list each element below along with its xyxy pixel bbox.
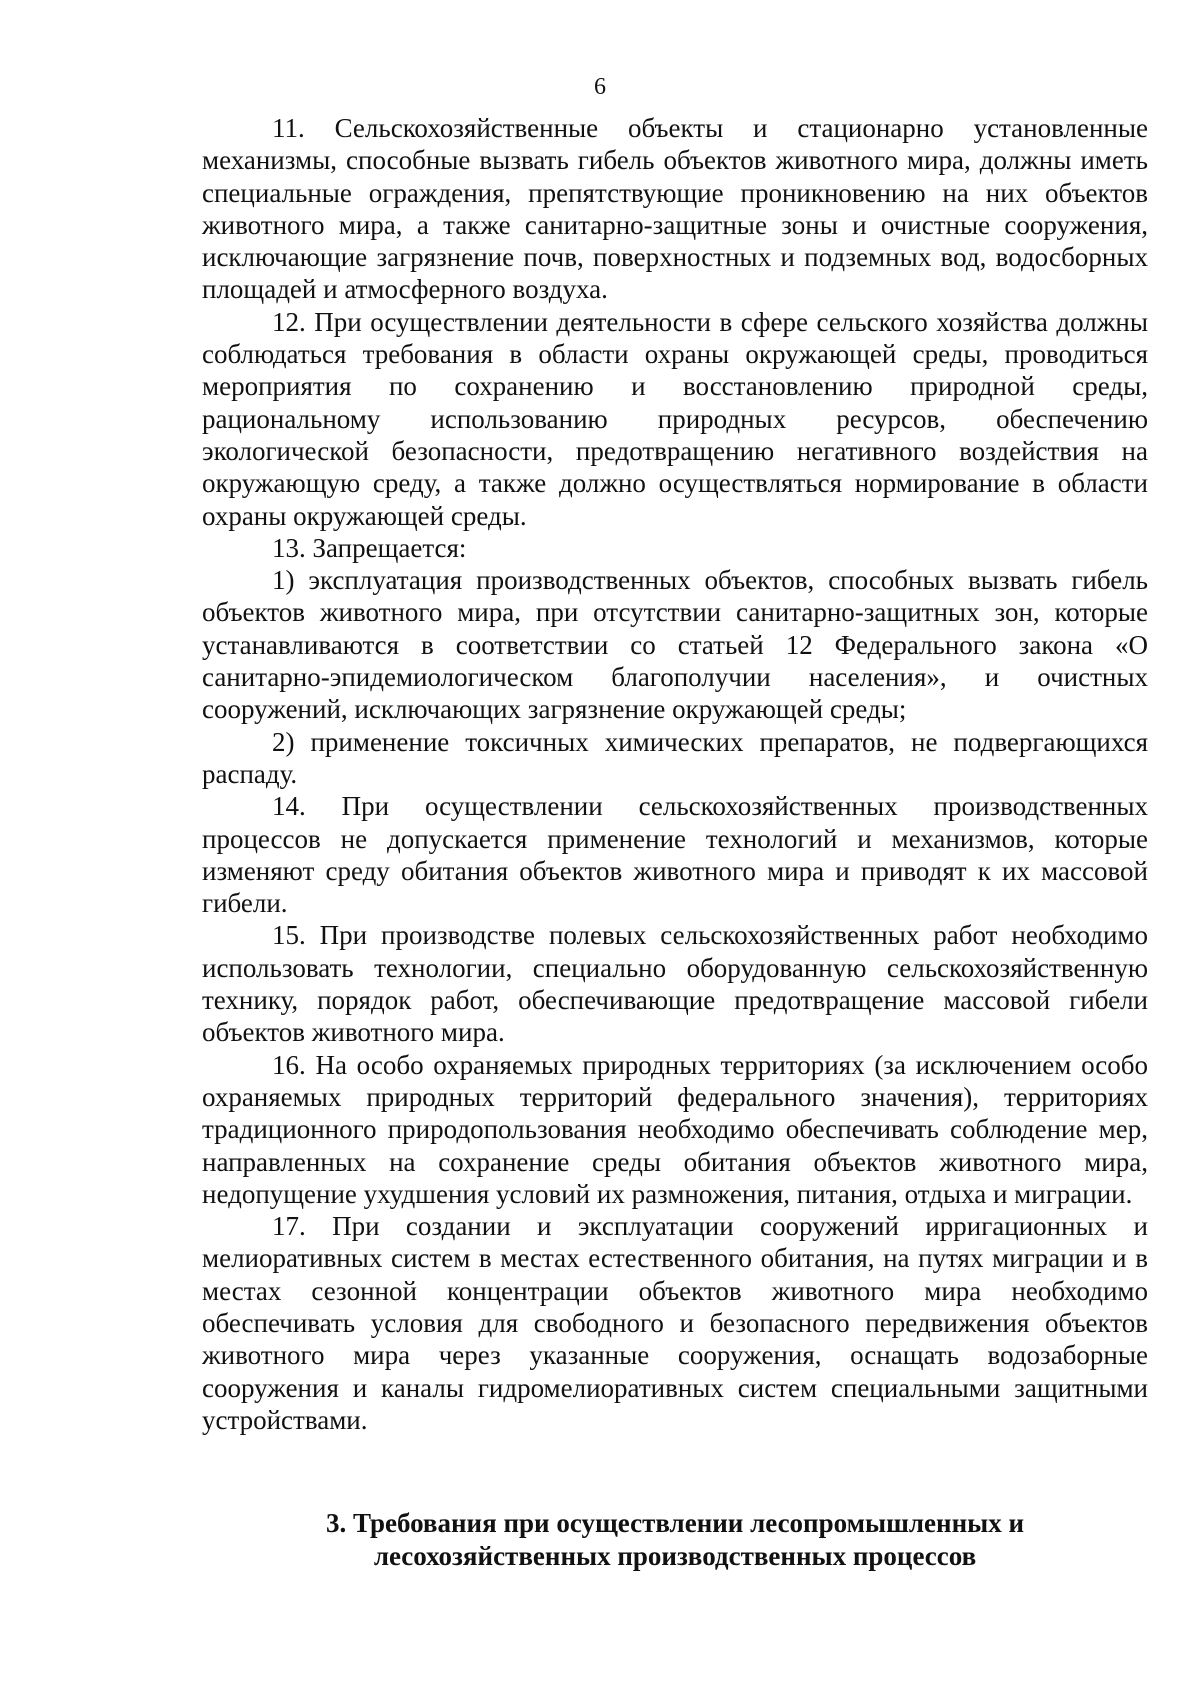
paragraph-16: 16. На особо охраняемых природных территориях (за исключением особо охраняемых природных территорий федерального значения), территориях традиционного природопользования необходимо обеспечивать соблюдение мер, направленных на сохранение среды обитания объектов животного мира, недопущение ухудшения условий их размножения, питания, отдыха и миграции.	[202, 1049, 1148, 1209]
paragraph-17: 17. При создании и эксплуатации сооружений ирригационных и мелиоративных систем в местах естественного обитания, на путях миграции и в местах сезонной концентрации объектов животного мира необходимо обеспечивать условия для свободного и безопасного передвижения объектов животного мира через указанные сооружения, оснащать водозаборные сооружения и каналы гидромелиоративных систем специальными защитными устройствами.	[202, 1211, 1148, 1435]
paragraph-11: 11. Сельскохозяйственные объекты и стационарно установленные механизмы, способные вызвать гибель объектов животного мира, должны иметь специальные ограждения, препятствующие проникновению на них объектов животного мира, а также санитарно-защитные зоны и очистные сооружения, исключающие загрязнение почв, поверхностных и подземных вод, водосборных площадей и атмосферного воздуха.	[202, 113, 1148, 305]
paragraph-15: 15. При производстве полевых сельскохозяйственных работ необходимо использовать технологии, специально оборудованную сельскохозяйственную технику, порядок работ, обеспечивающие предотвращение массовой гибели объектов животного мира.	[202, 920, 1148, 1048]
paragraph-13-item-2: 2) применение токсичных химических препаратов, не подвергающихся распаду.	[202, 726, 1148, 789]
paragraph-14: 14. При осуществлении сельскохозяйственных производственных процессов не допускается применение технологий и механизмов, которые изменяют среду обитания объектов животного мира и приводят к их массовой гибели.	[202, 791, 1148, 919]
paragraph-13-item-1: 1) эксплуатация производственных объектов, способных вызвать гибель объектов животного мира, при отсутствии санитарно-защитных зон, которые устанавливаются в соответствии со статьей 12 Федерального закона «О санитарно-эпидемиологическом благополучии населения», и очистных сооружений, исключающих загрязнение окружающей среды;	[202, 565, 1148, 725]
section-heading-line-1: 3. Требования при осуществлении лесопромышленных и	[325, 1508, 1025, 1538]
page-number: 6	[594, 74, 606, 100]
section-heading	[202, 1507, 1148, 1573]
section-heading-line-2: лесохозяйственных производственных процессов	[373, 1541, 977, 1571]
document-body	[202, 112, 1148, 1436]
paragraph-12: 12. При осуществлении деятельности в сфере сельского хозяйства должны соблюдаться требования в области охраны окружающей среды, проводиться мероприятия по сохранению и восстановлению природной среды, рациональному использованию природных ресурсов, обеспечению экологической безопасности, предотвращению негативного воздействия на окружающую среду, а также должно осуществляться нормирование в области охраны окружающей среды.	[202, 306, 1148, 531]
paragraph-13: 13. Запрещается:	[272, 532, 467, 563]
